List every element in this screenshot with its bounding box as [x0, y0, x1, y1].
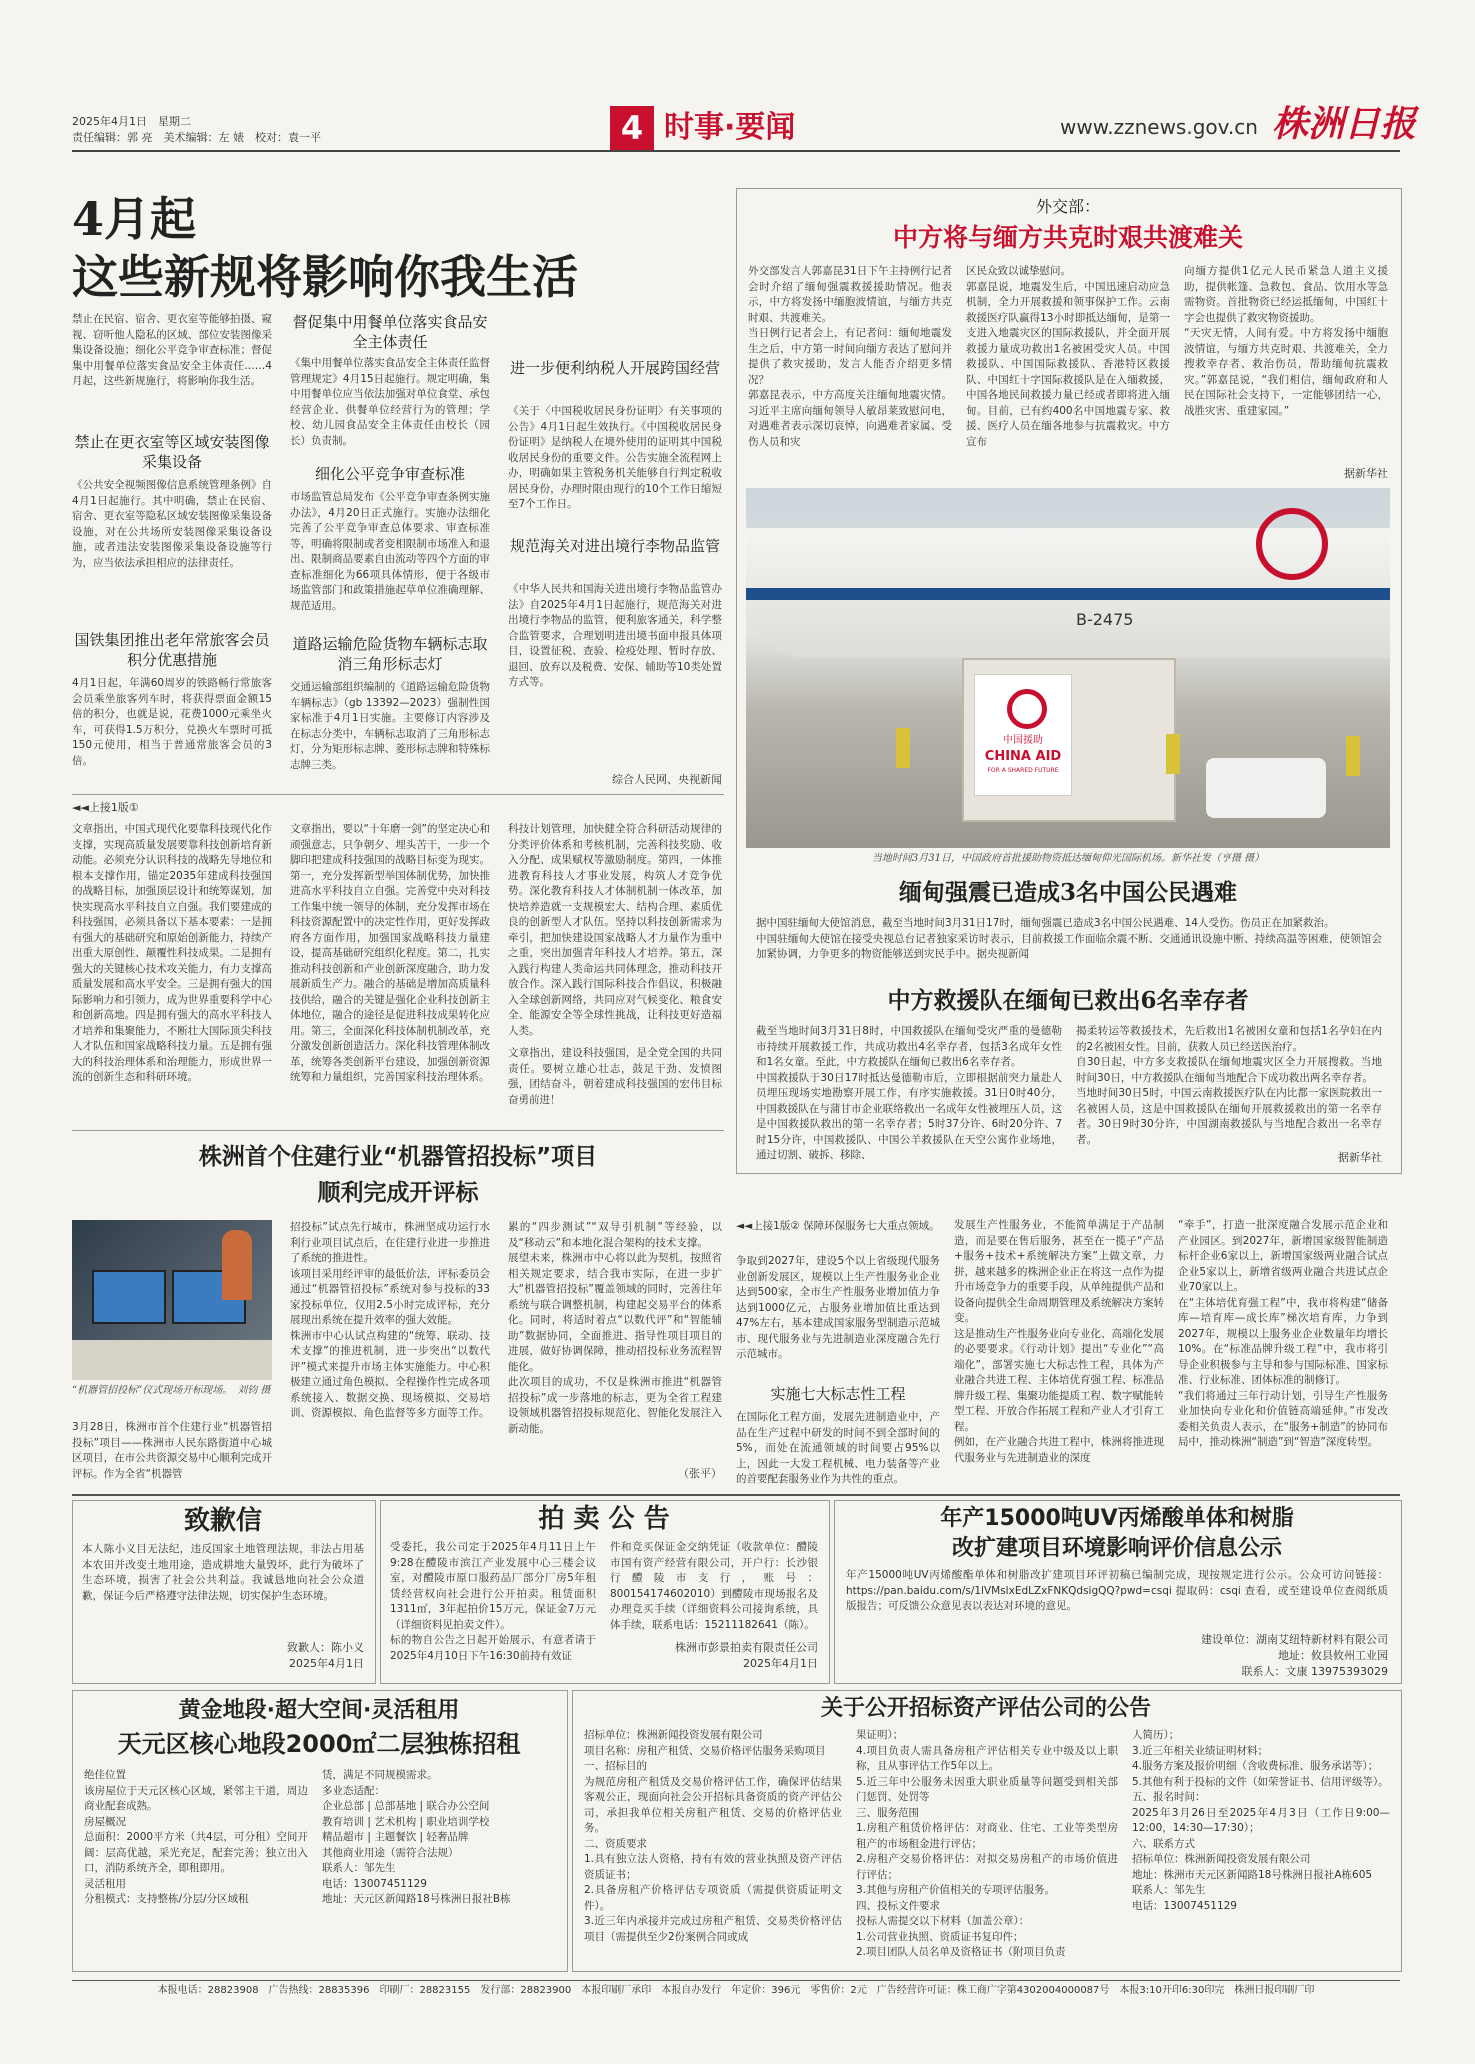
rules-sub3-text: 《集中用餐单位落实食品安全主体责任监督管理规定》4月15日起施行。规定明确，集中用餐单位应当依法加强对单位食堂、承包经营企业、供餐单位经营行为的管理；学校、幼儿园食品安全主体责任由校长（园长）负责制。 [290, 357, 490, 447]
rules-source: 综合人民网、央视新闻 [612, 773, 722, 786]
worker-1 [896, 728, 910, 768]
header-rule [72, 150, 1400, 152]
robot-rule [72, 1130, 724, 1131]
china-aid-logo-icon [1007, 689, 1047, 729]
casualty-headline: 缅甸强震已造成3名中国公民遇难 [898, 879, 1237, 906]
service-col1: 争取到2027年，建设5个以上省级现代服务业创新发展区，规模以上生产性服务业企业达到500家，全市生产性服务业增加值力争达到1000亿元，占服务业增加值比重达到47%左右，基本建成国家服务型制造示范城市、现代服务业与先进制造业深度融合先行示范城市。 [736, 1255, 940, 1360]
myanmar-headline: 中方将与缅方共克时艰共渡难关 [892, 223, 1243, 252]
continuation-col2: 文章指出，要以“十年磨一剑”的坚定决心和顽强意志，只争朝夕、埋头苦干，一步一个脚印把建成科技强国的战略目标变为现实。第一，充分发挥新型举国体制优势，加快推进高水平科技自立自强。完善党中央对科技工作集中统一领导的体制，充分发挥市场在科技资源配置中的决定性作用，更好发挥政府各方面作用，加强国家战略科技力量建设，提高基础研究组织化程度。第二，扎实推动科技创新和产业创新深度融合，助力发展新质生产力。融合的基础是增加高质量科技供给，融合的关键是强化企业科技创新主体地位，融合的途径是促进科技成果转化应用。第三，全面深化科技体制机制改革，充分激发创新创造活力。深化科技管理体制改革，统筹各类创新平台建设，加强创新资源统筹和力量组织，完善国家科技治理体系。 [290, 823, 490, 1083]
ads-top-rule [72, 1494, 1400, 1496]
robot-col3: 累的“四步测试”“双导引机制”等经验，以及“移动云”和本地化混合架构的技术支撑。 展望未来，株洲市中心将以此为契机，按照省相关规定要求，结合我市实际，在进一步扩大“机器管招投标”覆盖领域的同时，完善往年系统与联合调整机制，构建起交易平台的体系化。同时，将适时着点“以数代评”和“智能辅助”数据协同，全面推进、指导性项目项目的进展，做好协调保障，推动招投标业务流程智能化。 此次项目的成功，不仅是株洲市推进“机器管招投标”成一步落地的标志，更为全省工程建设领域机器管招投标规范化、智能化发展注入新动能。 [508, 1221, 722, 1435]
continuation-rule [72, 794, 724, 795]
desk [72, 1340, 272, 1380]
service-col2: 发展生产性服务业，不能简单满足于产品制造，而是要在售后服务，甚至在一揽子“产品+服务+技术+系统解决方案”上做文章，力拼，越来越多的株洲企业正在将这一点作为提升市场竞争力的重要手段，从单纯提供产品和设备向提供全生命周期管理及系统解决方案转变。 这是推动生产性服务业向专业化、高端化发展的必要要求。《行动计划》提出“专业化”“高端化”，部署实施七大标志性工程，具体为产业融合共进工程、主体培优育强工程、标准品牌升级工程、集聚功能提质工程、数字赋能转型工程、开放合作拓展工程和产业人才引育工程。 例如，在产业融合共进工程中，株洲将推进现代服务业与先进制造业的深度 [954, 1219, 1164, 1464]
china-aid-chinese: 中国援助 [1003, 735, 1043, 746]
robot-source: （张平） [678, 1467, 722, 1480]
editor-credits: 责任编辑：郭 亮 美术编辑：左 婊 校对：袁一平 [72, 131, 321, 144]
myanmar-kicker: 外交部： [1035, 197, 1100, 216]
rules-sub5-text: 交通运输部组织编制的《道路运输危险货物车辆标志》（gb 13392—2023）强制性国家标准于4月1日实施。主要修订内容涉及在标志分类中，车辆标志取消了三角形标志灯，分为矩形标志牌、菱形标志牌和特殊标志牌三类。 [290, 681, 490, 771]
rescue-col1: 截至当地时间3月31日8时，中国救援队在缅甸受灾严重的曼德勒市持续开展救援工作，共成功救出4名幸存者，包括3名成年女性和1名女童。至此，中方救援队在缅甸已救出6名幸存者。 中国救援队于30日17时抵达曼德勒市后，立即根据前突力量赴人员埋压现场实地勘察开展工作，有序实施救援。31日0时40分，中国救援队在与蒲甘市企业联络救出一名成年女性被埋压人员，这是中国救援队救出的第一名幸存者；5时37分许、6时20分许、7时15分许，中国救援队、中国公羊救援队在天空公寓作业场地，通过切割、破拆、移除、 [756, 1025, 1062, 1161]
rules-sub2-text: 4月1日起，年满60周岁的铁路畅行常旅客会员乘坐旅客列车时，将获得票面金额15倍的积分，也就是说，花费1000元乘坐火车，可获得1.5万积分，兑换火车票时可抵150元使用，相当于普通常旅客会员的3倍。 [72, 677, 272, 767]
env-contact: 联系人：文康 13975393029 [1241, 1665, 1388, 1678]
apology-date: 2025年4月1日 [289, 1657, 364, 1670]
robot-photo [72, 1220, 272, 1380]
env-title-1: 年产15000吨UV丙烯酸单体和树脂 [940, 1506, 1294, 1531]
apology-text: 本人陈小义目无法纪，违反国家土地管理法规，非法占用基本农田并改变土地用途，造成耕地大量毁坏，此行为破坏了生态环境，损害了社会公共利益。我诚恳地向社会公众道歉，保证今后严格遵守法律法规，切实保护生态环境。 [82, 1543, 364, 1602]
auction-date: 2025年4月1日 [743, 1657, 818, 1670]
rent-col1: 绝佳位置 该房屋位于天元区核心区域，紧邻主干道，周边商业配套成熟。 房屋概况 总面积：2000平方米（共4层，可分租）空间开阔：层高优越，采光充足，配套完善；独立出入口，消防系统齐全，即租即用。 灵活租用 分租模式：支持整栋/分层/分区域租 [84, 1769, 308, 1905]
robot-col1: 3月28日，株洲市首个住建行业“机器管招投标”项目——株洲市人民东路街道中心城区项目，在市公共资源交易中心顺利完成开评标。作为全省“机器管 [72, 1421, 272, 1480]
section-title: 时事·要闻 [664, 110, 796, 145]
paper-logo: 株洲日报 [1272, 103, 1417, 145]
worker-2 [1166, 734, 1180, 774]
rules-intro: 禁止在民宿、宿舍、更衣室等能够拍摄、窥视、窃听他人隐私的区域、部位安装图像采集设备设施；细化公平竞争审查标准；督促集中用餐单位落实食品安全主体责任……4月起，这些新规施行，将影响你我生活。 [72, 313, 272, 387]
continuation-col3-end: 文章指出，建设科技强国，是全党全国的共同责任。要树立雄心壮志，鼓足干劲、发愤图强，团结奋斗，朝着建成科技强国的宏伟目标奋勇前进！ [508, 1047, 722, 1106]
rules-sub4-text: 市场监管总局发布《公平竞争审查条例实施办法》，4月20日正式施行。实施办法细化完善了公平竞争审查总体要求、审查标准等，明确将限制或者变相限制市场准入和退出、限制商品要素自由流动等四个方面的审查标准细化为66项具体情形，便于各级市场监管部门和政策措施起草单位准确理解、规范适用。 [290, 491, 490, 612]
rent-title-2: 天元区核心地段2000㎡二层独栋招租 [117, 1730, 521, 1758]
rules-sub6: 进一步便利纳税人开展跨国经营 [509, 359, 720, 377]
auction-title: 拍 卖 公 告 [538, 1504, 670, 1534]
robot-col2: 招投标”试点先行城市，株洲坚成功运行水利行业项目试点后，在住建行业进一步推进了系统的推进性。 该项目采用经评审的最低价法，评标委员会通过“机器管招投标”系统对参与投标的33家投标单位，仅用2.5小时完成评标，充分展现出系统在提升效率的强大效能。 株洲市中心认试点构建的“统筹、联动、技术支撑”的推进机制，进一步突出“以数代评”模式来提升市场主体实施能力。中心积极建立通过角色模拟、全程操作性完成各项系统接入、数据交换、现场模拟、交易培训、资源模拟、角色监督等多方面等工作。 [290, 1221, 490, 1419]
auction-col2: 件和竞买保证金交纳凭证（收款单位：醴陵市国有资产经营有限公司，开户行：长沙银行醴陵市支行，账号：800154174602010）到醴陵市现场报名及办理竞买手续（详细资料公司接询系统，具体手续，联系电话：15211182641（陈）。 [610, 1541, 818, 1631]
page-number-badge: 4 [610, 106, 654, 150]
rules-sub3: 督促集中用餐单位落实食品安全主体责任 [292, 313, 488, 351]
issue-date: 2025年4月1日 星期二 [72, 115, 191, 128]
service-sub: 实施七大标志性工程 [770, 1385, 906, 1403]
env-builder: 建设单位：湖南艾纽特新材料有限公司 [1201, 1633, 1388, 1646]
china-aid-label: CHINA AID [984, 749, 1062, 764]
tender-col2: 果证明）； 4.项目负责人需具备房租产评估相关专业中级及以上职称，且从事评估工作5年以上。 5.近三年中公服务未因重大职业质量等问题受到相关部门惩罚、处罚等 三、服务范围 1.房租产租赁价格评估：对商业、住宅、工业等类型房租产的市场租金进行评估； 2.房租产交易价格评估：对拟交易房租产的市场价值进行评估； 3.其他与房租产价值相关的专项评估服务。 四、投标文件要求 投标人需提交以下材料（加盖公章）： 1.公司营业执照、资质证书复印件； 2.项目团队人员名单及资格证书（附项目负责 [856, 1729, 1118, 1958]
monitor-1 [92, 1270, 166, 1324]
rules-sub6-text: 《关于〈中国税收居民身份证明〉有关事项的公告》4月1日起生效执行。《中国税收居民身份证明》是纳税人在境外使用的证明其中国税收居民身份的重要文件。公告实施全流程网上办，明确如果主管税务机关能够自行判定税收居民身份，办理时限由现行的10个工作日缩短至7个工作日。 [508, 405, 722, 510]
env-address: 地址：攸县攸州工业园 [1278, 1649, 1388, 1662]
photo-caption: 当地时间3月31日，中国政府首批援助物资抵达缅甸仰光国际机场。新华社发（亨摄 摄） [871, 853, 1265, 864]
aid-photo [746, 488, 1390, 848]
footer-rule [72, 1980, 1400, 1981]
china-aid-subtitle: FOR A SHARED FUTURE [987, 767, 1059, 774]
rules-headline-1: 4月起 [72, 192, 197, 246]
service-col1b: 在国际化工程方面，发展先进制造业中，产品在生产过程中研发的时间不到全部时间的5%，而处在流通领域的时间要占95%以上，因此一大发工程机械、电力装备等产业的首要配套服务业作为共性的重点。 [736, 1411, 940, 1485]
plane-registration: B-2475 [1076, 610, 1134, 629]
website-url: www.zznews.gov.cn [1060, 115, 1258, 139]
service-col3: “牵手”，打造一批深度融合发展示范企业和产业园区。到2027年，新增国家级智能制造标杆企业6家以上，新增国家级两业融合试点企业5家以上，新增省级两业融合共进试点企业70家以上。 在“主体培优育强工程”中，我市将构建“储备库—培育库—成长库”梯次培育库，力争到2027年，规模以上服务业企业数量年均增长10%。在“标准品牌升级工程”中，我市将引导企业积极参与主导和参与国际标准、国家标准、行业标准、团体标准的制修订。 “我们将通过三年行动计划，引导生产性服务业加快向专业化和价值链高端延伸。”市发改委相关负责人表示，在“服务+制造”的协同布局中，推动株洲“制造”到“智造”深度转型。 [1178, 1219, 1388, 1448]
myanmar-col3: 向缅方提供1亿元人民币紧急人道主义援助，提供帐篷、急救包、食品、饮用水等急需物资。首批物资已经运抵缅甸，中国红十字会也提供了救灾物资援助。 “天灾无情，人间有爱。中方将发扬中缅胞波情谊，与缅方共克时艰、共渡难关，全力搜救幸存者、救治伤员，帮助缅甸抗震救灾。”郭嘉昆说，“我们相信，缅甸政府和人民在国际社会支持下，一定能够团结一心，战胜灾害、重建家园。” [1184, 265, 1388, 417]
airline-logo [1256, 508, 1328, 580]
rules-sub7: 规范海关对进出境行李物品监管 [509, 537, 720, 555]
rent-col2: 赁，满足不同规模需求。 多业态适配： 企业总部 | 总部基地 | 联合办公空间 教育培训 | 艺术机构 | 职业培训学校 精品超市 | 主题餐饮 | 轻奢品牌 其他商业用途（需符合法规） 联系人：邹先生 电话：13007451129 地址：天元区新闻路18号株洲日报社B栋 [322, 1769, 511, 1905]
robot-headline-2: 顺利完成开评标 [317, 1180, 479, 1206]
auction-col1: 受委托，我公司定于2025年4月11日上午9:28在醴陵市滨江产业发展中心三楼会议室，对醴陵市原口服药品厂部分厂房5年租赁经营权向社会进行公开拍卖。租赁面积1311㎡，3年起拍价15万元，保证金7万元（详细资料见拍卖文件）。 标的物自公告之日起开始展示，有意者请于2025年4月10日下午16:30前持有效证 [390, 1541, 596, 1662]
rent-title-1: 黄金地段·超大空间·灵活租用 [178, 1698, 460, 1723]
robot-headline-1: 株洲首个住建行业“机器管招投标”项目 [198, 1144, 598, 1170]
rules-sub7-text: 《中华人民共和国海关进出境行李物品监管办法》自2025年4月1日起施行，规范海关对进出境行李物品的监管，便利旅客通关，科学整合监管要求，合理划明进出境书面申报具体项目，设置征税、查验、检疫处理、暂时存放、退回、放弃以及税费、安保、辅助等10类处置方式等。 [508, 583, 722, 688]
tender-title: 关于公开招标资产评估公司的公告 [820, 1696, 1151, 1721]
continuation-marker: ◄◄上接1版① [72, 801, 139, 814]
myanmar-source: 据新华社 [1344, 467, 1388, 480]
person-figure [222, 1230, 252, 1300]
rules-sub1: 禁止在更衣室等区域安装图像采集设备 [74, 433, 270, 471]
tug-vehicle [1206, 758, 1326, 818]
tender-col1: 招标单位：株洲新闻投资发展有限公司 项目名称：房租产租赁、交易价格评估服务采购项目 一、招标目的 为规范房租产租赁及交易价格评估工作，确保评估结果客观公正，现面向社会公开招标具备资质的资产评估公司，承担我单位相关房租产租赁、交易的价格评估业务。 二、资质要求 1.具有独立法人资格，持有有效的营业执照及资产评估资质证书； 2.具备房租产价格评估专项资质（需提供资质证明文件）。 3.近三年内承接并完成过房租产租赁、交易类价格评估项目（需提供至少2份案例合同或成 [584, 1729, 842, 1943]
rescue-source: 据新华社 [1338, 1151, 1382, 1164]
rescue-headline: 中方救援队在缅甸已救出6名幸存者 [887, 987, 1249, 1014]
rules-sub5: 道路运输危险货物车辆标志取消三角形标志灯 [292, 635, 488, 673]
tender-col3: 人简历）； 3.近三年相关业绩证明材料； 4.服务方案及报价明细（含收费标准、服务承诺等）； 5.其他有利于投标的文件（如荣誉证书、信用评级等）。 五、报名时间： 2025年3月26日至2025年4月3日（工作日9:00—12:00，14:30—17:30）； 六、联系方式 招标单位：株洲新闻投资发展有限公司 地址：株洲市天元区新闻路18号株洲日报社A栋605 联系人：邹先生 电话：13007451129 [1132, 1729, 1390, 1912]
env-text: 年产15000吨UV丙烯酸酯单体和树脂改扩建项目环评初稿已编制完成，现按规定进行公示。公众可访问链接：https://pan.baidu.com/s/1lVMslxEdLZxFNKQdsigQQ?pwd=csqi 提取码：csqi 查看，或至建设单位查阅纸质版报告；可反馈公众意见表以表达对环境的意见。 [846, 1569, 1388, 1612]
footer-info: 本报电话：28823908 广告热线：28835396 印刷厂：28823155 发行部：28823900 本报印刷厂承印 本报自办发行 年定价：396元 零售价：2元 广告经营许可证：株工商广字第4302004000087号 本报3:10开印6:30印完 株洲日报印刷厂印 [157, 1985, 1315, 1996]
apology-title: 致歉信 [183, 1506, 262, 1536]
rules-sub1-text: 《公共安全视频图像信息系统管理条例》自4月1日起施行。其中明确，禁止在民宿、宿舍、更衣室等隐私区域安装图像采集设备设施，对在公共场所安装图像采集设备设施，或者违法安装图像采集设备设施等行为，应当依法承担相应的法律责任。 [72, 479, 272, 569]
china-aid-sign [974, 674, 1072, 796]
env-title-2: 改扩建项目环境影响评价信息公示 [951, 1536, 1282, 1561]
airplane-stripe [746, 588, 1390, 600]
apology-signer: 致歉人：陈小义 [287, 1641, 364, 1654]
myanmar-col2: 区民众致以诚挚慰问。 郭嘉昆说，地震发生后，中国迅速启动应急机制，全力开展救援和领事保护工作。云南救援医疗队赢得13小时即抵达缅甸，是第一支进入地震灾区的国际救援队，并全面开展救援力量成功救出1名被困受灾人员。中国救援队、中国国际救援队、香港特区救援队、中国红十字国际救援队是在入缅救援，中国各地民间救援力量已经或者即将进入缅甸。目前，已有约400名中国地震专家、救援、医疗人员在缅各地参与抗震救灾。中方宣布 [966, 265, 1170, 448]
rescue-col2: 揭柔转运等救援技术，先后救出1名被困女童和包括1名孕妇在内的2名被困女性。目前，获救人员已经送医治疗。 自30日起，中方多支救援队在缅甸地震灾区全力开展搜救。当地时间30日，中方救援队在缅甸当地配合下成功救出两名幸存者。 当地时间30日5时，中国云南救援医疗队在内比都一家医院救出一名被困人员，这是中国救援队在缅甸开展救援救出的第一名幸存者。30日9时30分许，中国湖南救援队与当地配合救出一名幸存者。 [1076, 1025, 1382, 1146]
auction-org: 株洲市彭景拍卖有限责任公司 [675, 1641, 818, 1654]
continuation-col3: 科技计划管理，加快健全符合科研活动规律的分类评价体系和考核机制，完善科技奖励、收入分配、成果赋权等激励制度。第四，一体推进教育科技人才事业发展，构筑人才竞争优势。深化教育科技人才体制机制一体改革，加快培养造就一支规模宏大、结构合理、素质优良的创新型人才队伍。坚持以科技创新需求为牵引，把加快建设国家战略人才力量作为重中之重，突出加强青年科技人才培养。第五，深入践行构建人类命运共同体理念，推动科技开放合作。深入践行国际科技合作倡议，积极融入全球创新网络，共同应对气候变化、粮食安全、能源安全等全球性挑战，让科技更好造福人类。 [508, 823, 722, 1037]
rules-sub4: 细化公平竞争审查标准 [314, 465, 465, 483]
service-marker: ◄◄上接1版② 保障环保服务七大重点领域。 [736, 1220, 940, 1232]
continuation-col1: 文章指出，中国式现代化要靠科技现代化作支撑，实现高质量发展要靠科技创新培育新动能。必须充分认识科技的战略先导地位和根本支撑作用，锚定2035年建成科技强国的战略目标，加强顶层设计和统筹谋划，加快实现高水平科技自立自强。我们要建成的科技强国，必须具备以下基本要素：一是拥有强大的基础研究和原始创新能力，持续产出重大原创性、颠覆性科技成果。二是拥有强大的关键核心技术攻关能力，有力支撑高质量发展和高水平安全。三是拥有强大的国际影响力和引领力，成为世界重要科学中心和创新高地。四是拥有强大的高水平科技人才培养和集聚能力，不断壮大国际顶尖科技人才队伍和国家战略科技力量。五是拥有强大的科技治理体系和治理能力，形成世界一流的创新生态和科研环境。 [72, 823, 272, 1083]
robot-caption: “机器管招投标”仪式现场开标现场。 刘钧 摄 [72, 1385, 271, 1396]
worker-3 [1346, 736, 1360, 776]
casualty-text: 据中国驻缅甸大使馆消息，截至当地时间3月31日17时，缅甸强震已造成3名中国公民遇难、14人受伤。伤员正在加紧救治。 中国驻缅甸大使馆在接受央视总台记者独家采访时表示，目前救援工作面临余震不断、交通通讯设施中断、持续高温等困难，使领馆会加紧协调，力争更多的物资能够送到灾民手中。据央视新闻 [756, 917, 1382, 960]
rules-sub2: 国铁集团推出老年常旅客会员积分优惠措施 [74, 631, 270, 669]
myanmar-col1: 外交部发言人郭嘉昆31日下午主持例行记者会时介绍了缅甸强震救援援助情况。他表示，中方将发扬中缅胞波情谊，与缅方共克时艰、共渡难关。 当日例行记者会上，有记者问：缅甸地震发生之后，中方第一时间向缅方表达了慰问并提供了救灾援助，发言人能否介绍更多情况？ 郭嘉昆表示，中方高度关注缅甸地震灾情。习近平主席向缅甸领导人敏昂莱致慰问电，对遇难者表示深切哀悼，向遇难者家属、受伤人员和灾 [748, 265, 952, 448]
rules-headline-2: 这些新规将影响你我生活 [72, 250, 578, 304]
